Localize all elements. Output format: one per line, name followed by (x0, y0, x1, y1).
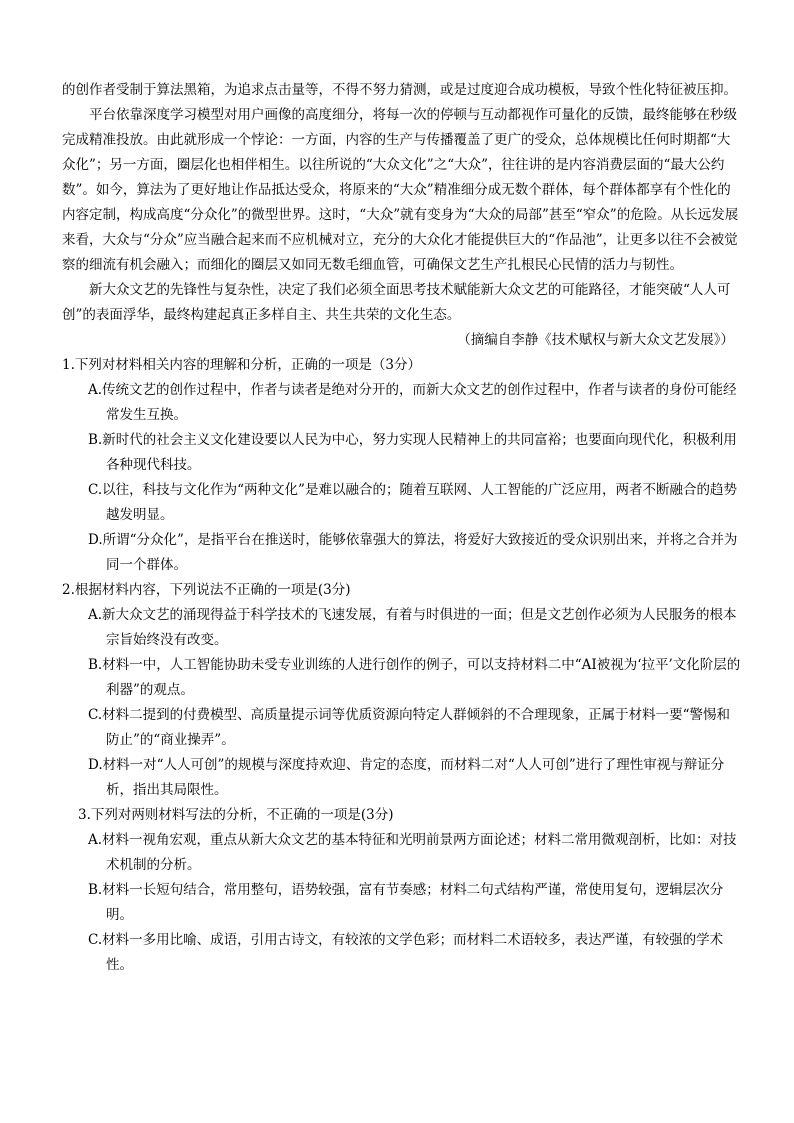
question-stem: 3.下列对两则材料写法的分析，不正确的一项是(3分) (78, 807, 394, 823)
option-c: C.材料二提到的付费模型、高质量提示词等优质资源向特定人群倾斜的不合理现象，正属于材料一要“警惕和防止”的“商业操弄”。 (88, 707, 731, 748)
option-a: A.新大众文艺的涌现得益于科学技术的飞速发展，有着与时俱进的一面；但是文艺创作必须为人民服务的根本宗旨始终没有改变。 (88, 607, 737, 648)
question-stem: 1.下列对材料相关内容的理解和分析，正确的一项是（3分） (62, 357, 421, 373)
option-d: D.材料一对“人人可创”的规模与深度持欢迎、肯定的态度，而材料二对“人人可创”进行了理性审视与辩证分析，指出其局限性。 (88, 757, 725, 798)
option-d: D.所谓“分众化”，是指平台在推送时，能够依靠强大的算法，将爱好大致接近的受众识别出来，并将之合并为同一个群体。 (88, 532, 738, 573)
option-c: C.以往，科技与文化作为“两种文化”是难以融合的；随着互联网、人工智能的广泛应用，两者不断融合的趋势越发明显。 (88, 482, 737, 523)
option-a: A.传统文艺的创作过程中，作者与读者是绝对分开的，而新大众文艺的创作过程中，作者与读者的身份可能经常发生互换。 (88, 382, 737, 423)
question-stem: 2.根据材料内容，下列说法不正确的一项是(3分) (62, 582, 351, 598)
paragraph-1: 的创作者受制于算法黑箱，为追求点击量等，不得不努力猜测，或是过度迎合成功模板，导致个性化特征被压抑。 (62, 82, 737, 98)
option-b: B.新时代的社会主义文化建设要以人民为中心，努力实现人民精神上的共同富裕；也要面向现代化，积极利用各种现代科技。 (88, 432, 737, 473)
question-1 (62, 353, 742, 578)
source-citation: （摘编自李静《技术赋权与新大众文艺发展》） (457, 332, 734, 348)
question-2 (62, 578, 742, 803)
option-c: C.材料一多用比喻、成语，引用古诗文，有较浓的文学色彩；而材料二术语较多，表达严谨，有较强的学术性。 (88, 932, 724, 973)
document-page (62, 78, 742, 978)
option-b: B.材料一长短句结合，常用整句，语势较强，富有节奏感；材料二句式结构严谨，常使用复句，逻辑层次分明。 (88, 882, 724, 923)
question-3 (62, 803, 742, 978)
option-b: B.材料一中，人工智能协助未受专业训练的人进行创作的例子，可以支持材料二中“AI被视为‘拉平’文化阶层的利器”的观点。 (88, 657, 741, 698)
paragraph-3: 新大众文艺的先锋性与复杂性，决定了我们必须全面思考技术赋能新大众文艺的可能路径，才能突破“人人可创”的表面浮华，最终构建起真正多样自主、共生共荣的文化生态。 (62, 282, 731, 323)
option-a: A.材料一视角宏观，重点从新大众文艺的基本特征和光明前景两方面论述；材料二常用微观剖析，比如：对技术机制的分析。 (88, 832, 737, 873)
paragraph-2: 平台依靠深度学习模型对用户画像的高度细分，将每一次的停顿与互动都视作可量化的反馈，最终能够在秒级完成精准投放。由此就形成一个悖论：一方面，内容的生产与传播覆盖了更广的受众，总体规模比任何时期都“大众化”；另一方面，圈层化也相伴相生。以往所说的“大众文化”之“大众”，往往讲的是内容消费层面的“最大公约数”。如今，算法为了更好地让作品抵达受众，将原来的“大众”精准细分成无数个群体，每个群体都享有个性化的内容定制，构成高度“分众化”的微型世界。这时，“大众”就有变身为“大众的局部”甚至“窄众”的危险。从长远发展来看，大众与“分众”应当融合起来而不应机械对立，充分的大众化才能提供巨大的“作品池”，让更多以往不会被觉察的细流有机会融入；而细化的圈层又如同无数毛细血管，可确保文艺生产扎根民心民情的活力与韧性。 (62, 107, 739, 273)
